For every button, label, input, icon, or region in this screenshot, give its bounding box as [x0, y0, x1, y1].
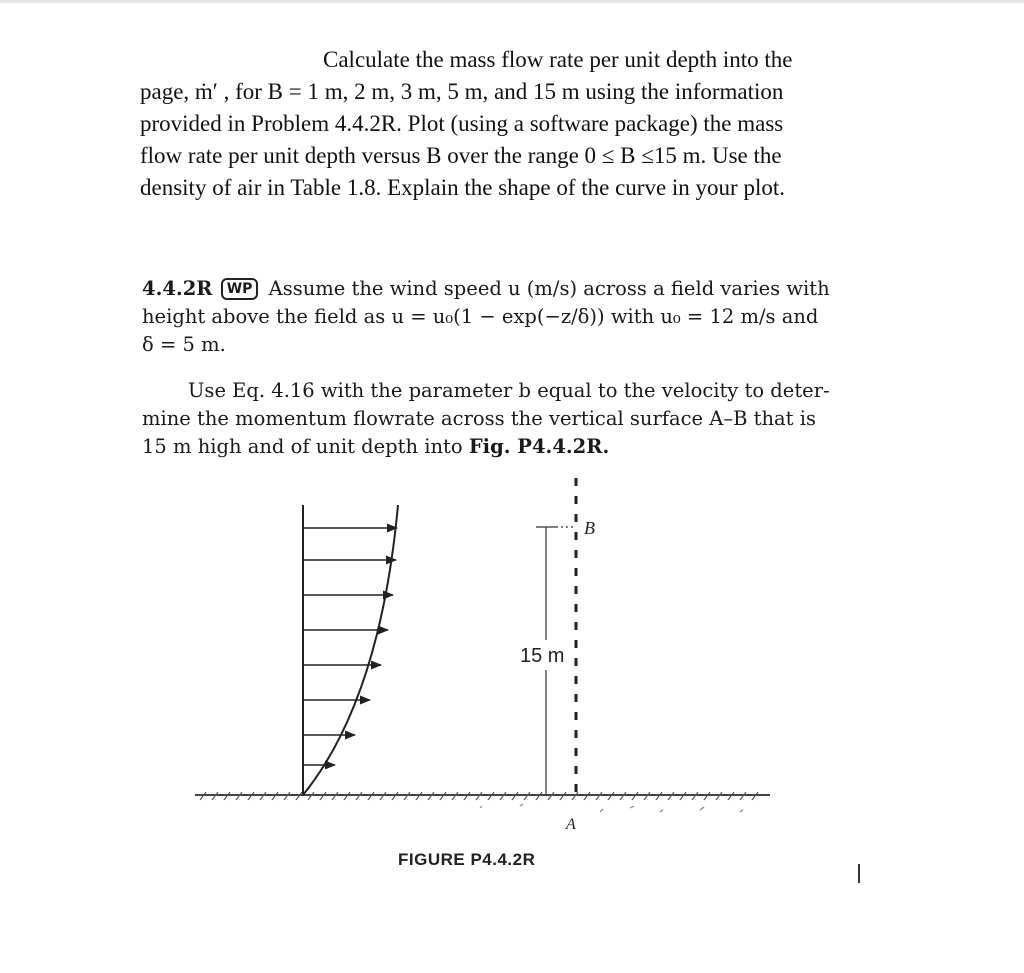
label-a: A [566, 816, 576, 833]
instruction-line: mine the momentum flowrate across the vertical surface A–B that is [142, 407, 816, 430]
label-b: B [584, 518, 595, 538]
velocity-profile [303, 505, 398, 795]
ground-hatch [195, 792, 770, 812]
problem-line: δ = 5 m. [142, 333, 226, 356]
problem-number: 4.4.2R [142, 277, 213, 300]
instruction-line: 15 m high and of unit depth into [142, 435, 469, 458]
height-label: 15 m [520, 645, 565, 667]
wind-profile-figure [0, 470, 1024, 850]
question-line: Calculate the mass flow rate per unit depth into the [323, 47, 793, 72]
problem-line: Assume the wind speed u (m/s) across a field varies with [268, 277, 830, 300]
wp-badge: WP [221, 278, 259, 300]
problem-instruction [142, 377, 832, 461]
figure-reference: Fig. P4.4.2R. [468, 435, 610, 458]
question-line: provided in Problem 4.4.2R. Plot (using a software package) the mass [140, 111, 784, 136]
instruction-line: Use Eq. 4.16 with the parameter b equal to the velocity to deter- [188, 379, 830, 402]
figure-caption: FIGURE P4.4.2R [398, 850, 536, 869]
question-text [140, 44, 870, 204]
top-border [0, 0, 1024, 3]
question-line: density of air in Table 1.8. Explain the shape of the curve in your plot. [140, 175, 785, 200]
question-line: flow rate per unit depth versus B over the range 0 ≤ B ≤15 m. Use the [140, 143, 782, 168]
question-line: page, ṁ′ , for B = 1 m, 2 m, 3 m, 5 m, and 15 m using the information [140, 79, 784, 104]
problem-statement [142, 275, 832, 359]
text-cursor [858, 864, 860, 883]
problem-line: height above the field as u = u₀(1 − exp(−z/δ)) with u₀ = 12 m/s and [142, 305, 819, 328]
